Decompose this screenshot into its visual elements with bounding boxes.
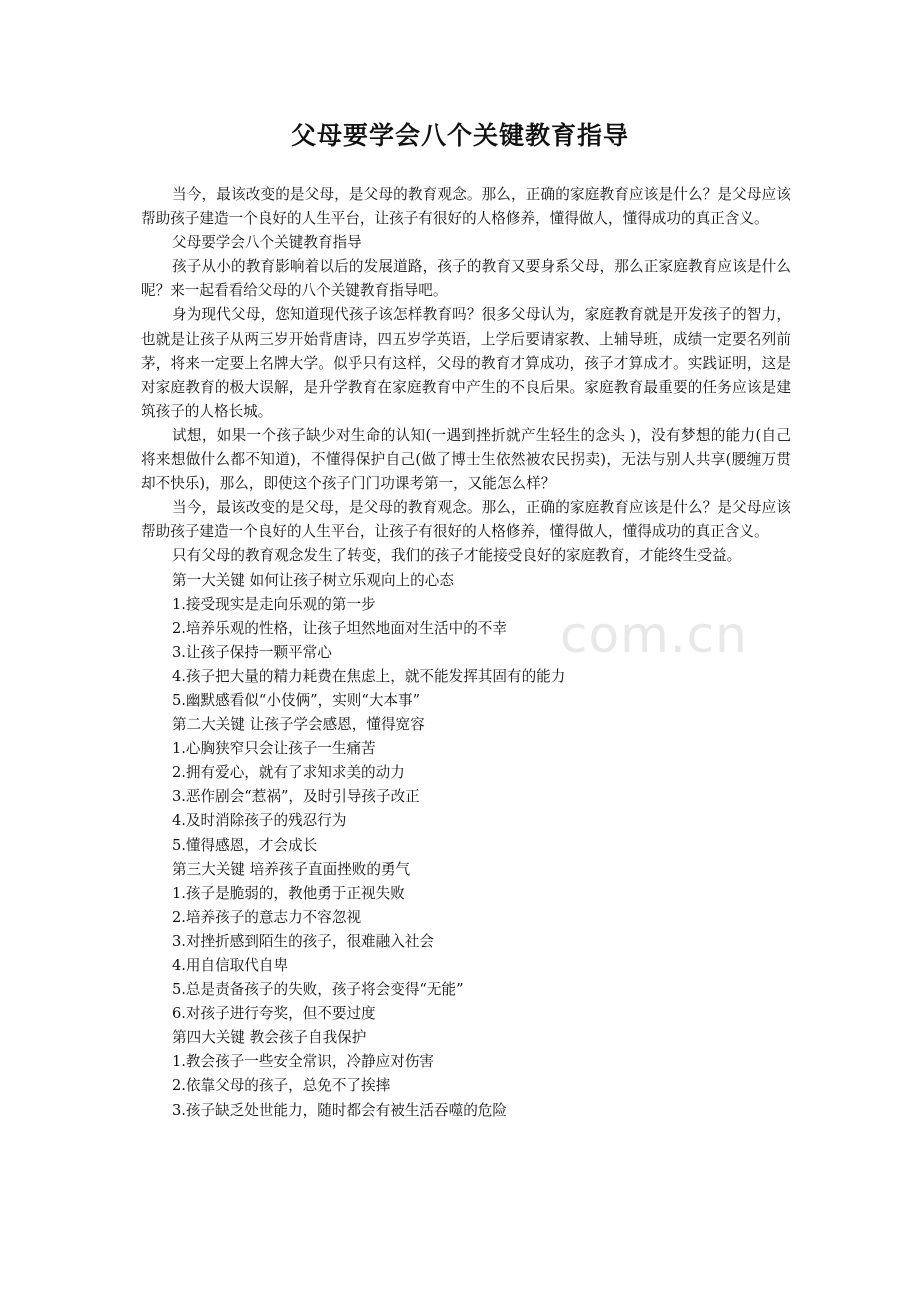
section-heading-4: 第四大关键 教会孩子自我保护 bbox=[172, 1029, 367, 1047]
list-item: 2.拥有爱心，就有了求知求美的动力 bbox=[172, 764, 405, 782]
list-item: 3.对挫折感到陌生的孩子，很难融入社会 bbox=[172, 932, 435, 950]
list-item: 5.懂得感恩，才会成长 bbox=[172, 836, 318, 854]
list-item: 1.心胸狭窄只会让孩子一生痛苦 bbox=[172, 740, 376, 758]
list-item: 1.孩子是脆弱的，教他勇于正视失败 bbox=[172, 884, 405, 902]
list-item: 5.幽默感看似“小伎俩”，实则“大本事” bbox=[172, 691, 421, 709]
list-item: 4.及时消除孩子的残忍行为 bbox=[172, 812, 347, 830]
section-heading-3: 第三大关键 培养孩子直面挫败的勇气 bbox=[172, 860, 411, 878]
list-item: 6.对孩子进行夸奖，但不要过度 bbox=[172, 1005, 376, 1023]
list-item: 3.让孩子保持一颗平常心 bbox=[172, 643, 332, 661]
paragraph-modern-parents: 身为现代父母，您知道现代孩子该怎样教育吗？很多父母认为，家庭教育就是开发孩子的智力，也就是让孩子从两三岁开始背唐诗，四五岁学英语，上学后要请家教、上辅导班，成绩一定要名列前茅，将来一定要上名牌大学。似乎只有这样，父母的教育才算成功，孩子才算成才。实践证明，这是对家庭教育的极大误解，是升学教育在家庭教育中产生的不良后果。家庭教育最重要的任务应该是建筑孩子的人格长城。 bbox=[141, 306, 791, 420]
paragraph-intro-repeat: 当今，最该改变的是父母，是父母的教育观念。那么，正确的家庭教育应该是什么？是父母应该帮助孩子建造一个良好的人生平台，让孩子有很好的人格修养，懂得做人，懂得成功的真正含义。 bbox=[141, 499, 791, 541]
list-item: 1.教会孩子一些安全常识，冷静应对伤害 bbox=[172, 1053, 435, 1071]
list-item: 2.依靠父母的孩子，总免不了挨摔 bbox=[172, 1077, 391, 1095]
paragraph-lead: 孩子从小的教育影响着以后的发展道路，孩子的教育又要身系父母，那么正家庭教育应该是什么呢？来一起看看给父母的八个关键教育指导吧。 bbox=[141, 258, 791, 300]
paragraph-intro: 当今，最该改变的是父母，是父母的教育观念。那么，正确的家庭教育应该是什么？是父母应该帮助孩子建造一个良好的人生平台，让孩子有很好的人格修养，懂得做人，懂得成功的真正含义。 bbox=[141, 186, 791, 228]
watermark: com.cn bbox=[560, 606, 748, 664]
paragraph-subtitle: 父母要学会八个关键教育指导 bbox=[172, 234, 362, 252]
section-heading-2: 第二大关键 让孩子学会感恩，懂得宽容 bbox=[172, 716, 425, 734]
paragraph-imagine: 试想，如果一个孩子缺少对生命的认知(一遇到挫折就产生轻生的念头 )，没有梦想的能力(自己将来想做什么都不知道)，不懂得保护自己(做了博士生依然被农民拐卖)，无法与别人共享(腰缠万贯却不快乐)，那么，即使这个孩子门门功课考第一，又能怎么样？ bbox=[141, 426, 791, 493]
paragraph-conclusion: 只有父母的教育观念发生了转变，我们的孩子才能接受良好的家庭教育，才能终生受益。 bbox=[172, 547, 742, 565]
document-body bbox=[141, 183, 791, 1123]
list-item: 4.孩子把大量的精力耗费在焦虑上，就不能发挥其固有的能力 bbox=[172, 667, 566, 685]
list-item: 3.恶作剧会“惹祸”，及时引导孩子改正 bbox=[172, 788, 420, 806]
list-item: 1.接受现实是走向乐观的第一步 bbox=[172, 595, 376, 613]
list-item: 4.用自信取代自卑 bbox=[172, 957, 289, 974]
list-item: 5.总是责备孩子的失败，孩子将会变得“无能” bbox=[172, 981, 464, 999]
list-item: 2.培养孩子的意志力不容忽视 bbox=[172, 908, 362, 926]
list-item: 3.孩子缺乏处世能力，随时都会有被生活吞噬的危险 bbox=[172, 1101, 507, 1119]
list-item: 2.培养乐观的性格，让孩子坦然地面对生活中的不幸 bbox=[172, 619, 507, 637]
document-title: 父母要学会八个关键教育指导 bbox=[290, 121, 629, 150]
section-heading-1: 第一大关键 如何让孩子树立乐观向上的心态 bbox=[172, 571, 454, 589]
